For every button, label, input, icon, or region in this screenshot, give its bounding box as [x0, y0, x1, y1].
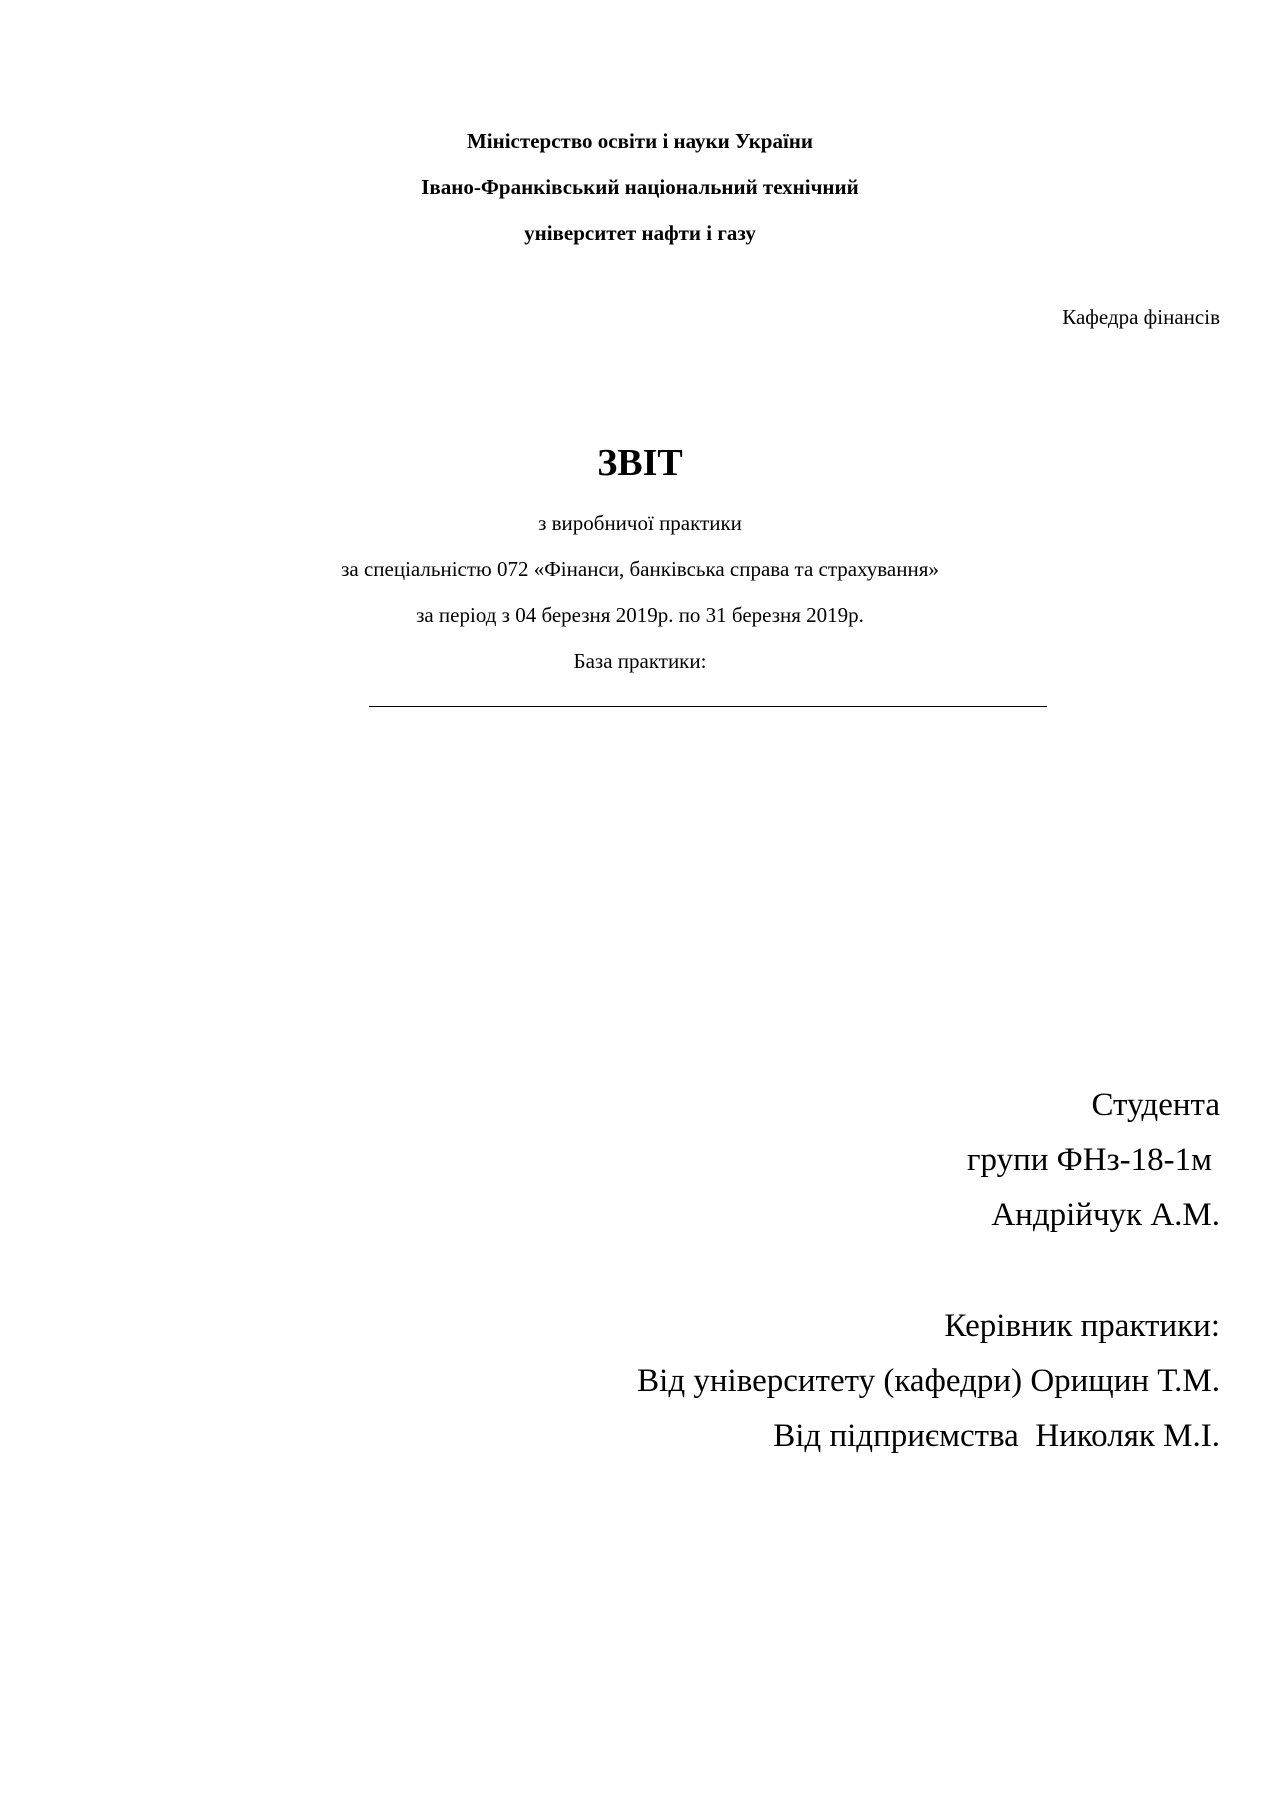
- practice-base-label: База практики:: [573, 649, 707, 673]
- student-name: Андрійчук А.М.: [991, 1197, 1220, 1233]
- supervisor-label: Керівник практики:: [944, 1308, 1220, 1344]
- specialty: за спеціальністю 072 «Фінанси, банківська справа та страхування»: [341, 557, 939, 581]
- report-details: [0, 500, 1280, 684]
- ministry-title: Міністерство освіти і науки України: [466, 129, 814, 153]
- student-group: групи ФНз-18-1м: [967, 1142, 1212, 1178]
- university-supervisor: Від університету (кафедри) Орищин Т.М.: [637, 1363, 1220, 1399]
- department-name: Кафедра фінансів: [1062, 305, 1220, 329]
- university-name-line-2: університет нафти і газу: [524, 221, 756, 245]
- enterprise-supervisor: Від підприємства Николяк М.І.: [773, 1418, 1220, 1454]
- practice-type: з виробничої практики: [538, 511, 742, 535]
- practice-period: за період з 04 березня 2019р. по 31 березня 2019р.: [416, 603, 864, 627]
- spacer: [320, 1243, 1220, 1299]
- student-label: Студента: [1091, 1087, 1220, 1123]
- university-name-line-1: Івано-Франківський національний технічний: [421, 175, 859, 199]
- document-header: [0, 118, 1280, 256]
- signature-block: [320, 1078, 1220, 1464]
- practice-base-blank-line: [369, 706, 1047, 707]
- report-title: ЗВІТ: [597, 442, 683, 484]
